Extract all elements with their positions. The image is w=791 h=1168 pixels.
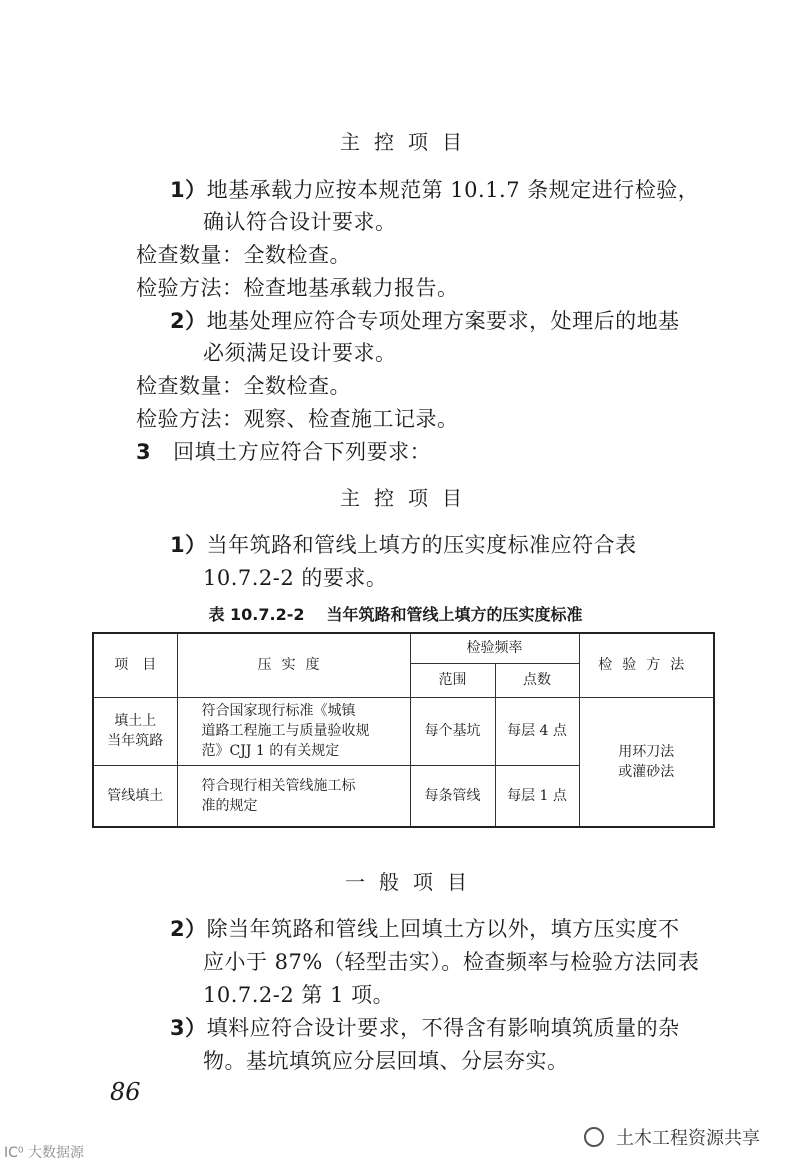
page-number: 86 bbox=[110, 1078, 141, 1106]
paragraph-line: 10.7.2-2 的要求。 bbox=[203, 566, 388, 590]
cell-method: 用环刀法 或灌砂法 bbox=[579, 697, 714, 827]
section-heading-general: 一般项目 bbox=[345, 870, 481, 894]
cell-compaction: 符合国家现行标准《城镇 道路工程施工与质量验收规 范》CJJ 1 的有关规定 bbox=[177, 697, 410, 765]
item-number: 1）当年筑路和管线上填方的压实度标准应符合表 bbox=[170, 533, 637, 557]
table-caption-title: 当年筑路和管线上填方的压实度标准 bbox=[326, 605, 583, 624]
paragraph-line: 除当年筑路和管线上回填土方以外，填方压实度不 bbox=[206, 917, 680, 941]
compaction-standard-table bbox=[92, 632, 715, 828]
section-heading-main-control: 主控项目 bbox=[340, 130, 476, 154]
check-method: 检验方法：检查地基承载力报告。 bbox=[136, 276, 459, 300]
item-number: 1）地基承载力应按本规范第 10.1.7 条规定进行检验， bbox=[170, 178, 700, 202]
paragraph-line: 应小于 87%（轻型击实）。检查频率与检验方法同表 bbox=[203, 950, 700, 974]
header-frequency: 检验频率 bbox=[410, 633, 579, 663]
paragraph-line: 10.7.2-2 第 1 项。 bbox=[203, 983, 395, 1007]
cell-item: 管线填土 bbox=[93, 765, 177, 827]
cell-points: 每层 1 点 bbox=[495, 765, 579, 827]
header-method: 检验方法 bbox=[579, 633, 714, 697]
wechat-icon bbox=[584, 1127, 604, 1147]
cell-range: 每条管线 bbox=[410, 765, 495, 827]
table-caption-number: 表 10.7.2-2 bbox=[208, 605, 305, 624]
paragraph-line: 填料应符合设计要求，不得含有影响填筑质量的杂 bbox=[206, 1016, 680, 1040]
check-quantity: 检查数量：全数检查。 bbox=[136, 374, 351, 398]
clause-3: 3 回填土方应符合下列要求： bbox=[136, 440, 432, 464]
header-compaction: 压实度 bbox=[177, 633, 410, 697]
table-row bbox=[93, 697, 714, 765]
cell-range: 每个基坑 bbox=[410, 697, 495, 765]
paragraph-line: 地基处理应符合专项处理方案要求，处理后的地基 bbox=[206, 309, 680, 333]
table-caption bbox=[0, 602, 791, 625]
check-method: 检验方法：观察、检查施工记录。 bbox=[136, 407, 459, 431]
cell-item: 填土上 当年筑路 bbox=[93, 697, 177, 765]
header-item: 项 目 bbox=[93, 633, 177, 697]
paragraph-line: 确认符合设计要求。 bbox=[203, 210, 397, 234]
item-number: 2）除当年筑路和管线上回填土方以外，填方压实度不 bbox=[170, 917, 680, 941]
check-quantity: 检查数量：全数检查。 bbox=[136, 243, 351, 267]
section-heading-main-control-2: 主控项目 bbox=[340, 486, 476, 510]
item-number: 3）填料应符合设计要求，不得含有影响填筑质量的杂 bbox=[170, 1016, 680, 1040]
paragraph-line: 当年筑路和管线上填方的压实度标准应符合表 bbox=[206, 533, 637, 557]
cell-points: 每层 4 点 bbox=[495, 697, 579, 765]
header-range: 范围 bbox=[410, 663, 495, 697]
paragraph-line: 地基承载力应按本规范第 10.1.7 条规定进行检验， bbox=[206, 178, 700, 202]
cell-compaction: 符合现行相关管线施工标 准的规定 bbox=[177, 765, 410, 827]
header-points: 点数 bbox=[495, 663, 579, 697]
item-number: 2）地基处理应符合专项处理方案要求，处理后的地基 bbox=[170, 309, 680, 333]
paragraph-line: 必须满足设计要求。 bbox=[203, 341, 397, 365]
watermark-wechat: 土木工程资源共享 bbox=[584, 1124, 760, 1150]
paragraph-line: 物。基坑填筑应分层回填、分层夯实。 bbox=[203, 1049, 569, 1073]
watermark-logo: IC⁰ 大数据源 bbox=[4, 1145, 84, 1161]
